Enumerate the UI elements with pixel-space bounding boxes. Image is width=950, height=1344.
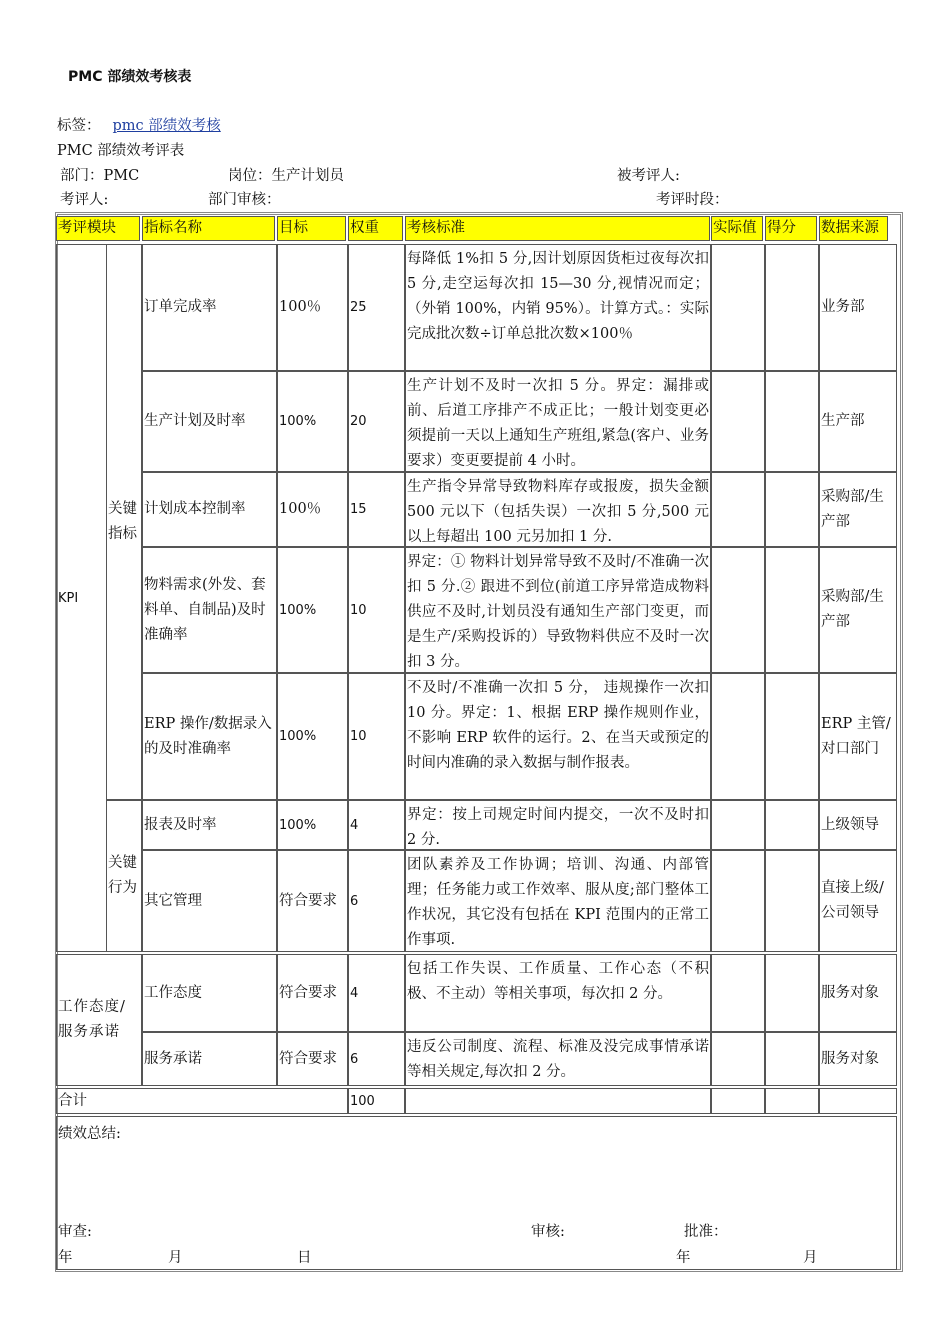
row-7-actual[interactable]	[711, 954, 765, 1032]
row-7-name: 工作态度	[142, 954, 277, 1032]
row-5-source: 上级领导	[819, 800, 897, 850]
row-7-standard: 包括工作失误、工作质量、工作心态（不积极、不主动）等相关事项，每次扣 2 分。	[405, 954, 711, 1032]
row-8-score[interactable]	[765, 1032, 819, 1086]
row-5-weight: 4	[348, 800, 405, 850]
row-8-weight: 6	[348, 1032, 405, 1086]
group-key-behaviors: 关键行为	[106, 800, 142, 952]
row-3-standard: 界定：① 物料计划异常导致不及时/不准确一次扣 5 分.② 跟进不到位(前道工序异常造成物料供应不及时,计划员没有通知生产部门变更，而是生产/采购投诉的）导致物料供应不及时一次扣 3 分。	[405, 547, 711, 673]
row-5-standard: 界定：按上司规定时间内提交，一次不及时扣 2 分.	[405, 800, 711, 850]
day-label: 日	[297, 1250, 312, 1266]
tag-link[interactable]: pmc 部绩效考核	[112, 118, 221, 134]
row-3-target: 100%	[277, 547, 348, 673]
row-3-score[interactable]	[765, 547, 819, 673]
evaluation-period-field: 考评时段：	[656, 192, 729, 208]
row-2-weight: 15	[348, 472, 405, 547]
tag-line	[57, 114, 221, 135]
evaluator-field: 考评人:	[60, 192, 109, 208]
year-label: 年	[58, 1250, 73, 1266]
total-score[interactable]	[765, 1088, 819, 1114]
header-module: 考评模块	[56, 216, 140, 241]
review-label: 审查:	[58, 1224, 92, 1240]
row-2-standard: 生产指令异常导致物料库存或报废，损失金额 500 元以下（包括失误）一次扣 5 分,500 元以上每超出 100 元另加扣 1 分.	[405, 472, 711, 547]
row-1-source: 生产部	[819, 371, 897, 472]
row-6-source: 直接上级/公司领导	[819, 850, 897, 952]
row-1-target: 100%	[277, 371, 348, 472]
row-4-target: 100%	[277, 673, 348, 800]
row-3-weight: 10	[348, 547, 405, 673]
row-0-name: 订单完成率	[142, 244, 277, 371]
row-0-target: 100％	[277, 244, 348, 371]
year-label-2: 年	[676, 1250, 691, 1266]
row-6-standard: 团队素养及工作协调；培训、沟通、内部管理；任务能力或工作效率、服从度;部门整体工作状况，其它没有包括在 KPI 范围内的正常工作事项.	[405, 850, 711, 952]
department-review-field: 部门审核：	[208, 192, 281, 208]
form-subtitle: PMC 部绩效考评表	[57, 143, 185, 159]
row-2-source: 采购部/生产部	[819, 472, 897, 547]
row-6-actual[interactable]	[711, 850, 765, 952]
header-weight: 权重	[348, 216, 403, 241]
total-label: 合计	[56, 1088, 348, 1114]
row-3-actual[interactable]	[711, 547, 765, 673]
row-8-name: 服务承诺	[142, 1032, 277, 1086]
row-1-name: 生产计划及时率	[142, 371, 277, 472]
row-0-score[interactable]	[765, 244, 819, 371]
row-3-source: 采购部/生产部	[819, 547, 897, 673]
department-field: 部门：PMC	[60, 168, 140, 184]
row-2-score[interactable]	[765, 472, 819, 547]
row-5-target: 100%	[277, 800, 348, 850]
header-data-source: 数据来源	[819, 216, 888, 241]
row-4-name: ERP 操作/数据录入的及时准确率	[142, 673, 277, 800]
approve-label: 批准：	[684, 1224, 728, 1240]
total-actual[interactable]	[711, 1088, 765, 1114]
month-label: 月	[168, 1250, 183, 1266]
module-attitude-commitment: 工作态度/服务承诺	[56, 954, 142, 1086]
row-0-weight: 25	[348, 244, 405, 371]
row-6-weight: 6	[348, 850, 405, 952]
row-6-target: 符合要求	[277, 850, 348, 952]
position-field: 岗位：生产计划员	[228, 168, 344, 184]
row-2-name: 计划成本控制率	[142, 472, 277, 547]
evaluatee-field: 被考评人:	[617, 168, 680, 184]
row-6-name: 其它管理	[142, 850, 277, 952]
row-0-standard: 每降低 1%扣 5 分,因计划原因货柜过夜每次扣 5 分,走空运每次扣 15—30 分,视情况而定；（外销 100%，内销 95%）。计算方式。：实际完成批次数÷订单总批次数×100％	[405, 244, 711, 371]
row-2-actual[interactable]	[711, 472, 765, 547]
tag-label: 标签：	[57, 118, 101, 134]
header-target: 目标	[277, 216, 346, 241]
header-standard: 考核标准	[405, 216, 710, 241]
row-1-standard: 生产计划不及时一次扣 5 分。界定：漏排或前、后道工序排产不成正比；一般计划变更必须提前一天以上通知生产班组,紧急(客户、业务要求）变更要提前 4 小时。	[405, 371, 711, 472]
total-source	[819, 1088, 897, 1114]
header-indicator-name: 指标名称	[142, 216, 275, 241]
audit-label: 审核:	[531, 1224, 565, 1240]
row-4-score[interactable]	[765, 673, 819, 800]
summary-label: 绩效总结:	[58, 1126, 121, 1142]
group-key-indicators: 关键指标	[106, 244, 142, 800]
total-weight: 100	[348, 1088, 405, 1114]
row-4-source: ERP 主管/对口部门	[819, 673, 897, 800]
header-score: 得分	[765, 216, 817, 241]
row-4-standard: 不及时/不准确一次扣 5 分， 违规操作一次扣 10 分。界定：1、根据 ERP 操作规则作业，不影响 ERP 软件的运行。2、在当天或预定的时间内准确的录入数据与制作报表。	[405, 673, 711, 800]
row-1-score[interactable]	[765, 371, 819, 472]
row-3-name: 物料需求(外发、套料单、自制品)及时准确率	[142, 547, 277, 673]
row-4-weight: 10	[348, 673, 405, 800]
row-6-score[interactable]	[765, 850, 819, 952]
row-8-standard: 违反公司制度、流程、标准及没完成事情承诺等相关规定,每次扣 2 分。	[405, 1032, 711, 1086]
row-5-name: 报表及时率	[142, 800, 277, 850]
row-8-source: 服务对象	[819, 1032, 897, 1086]
row-1-actual[interactable]	[711, 371, 765, 472]
row-2-target: 100％	[277, 472, 348, 547]
month-label-2: 月	[803, 1250, 818, 1266]
total-standard	[405, 1088, 711, 1114]
row-1-weight: 20	[348, 371, 405, 472]
row-5-actual[interactable]	[711, 800, 765, 850]
row-7-target: 符合要求	[277, 954, 348, 1032]
row-4-actual[interactable]	[711, 673, 765, 800]
module-kpi: KPI	[56, 244, 107, 952]
row-8-actual[interactable]	[711, 1032, 765, 1086]
row-7-weight: 4	[348, 954, 405, 1032]
row-8-target: 符合要求	[277, 1032, 348, 1086]
row-0-source: 业务部	[819, 244, 897, 371]
row-7-score[interactable]	[765, 954, 819, 1032]
row-7-source: 服务对象	[819, 954, 897, 1032]
document-title: PMC 部绩效考核表	[68, 69, 192, 85]
header-actual-value: 实际值	[711, 216, 763, 241]
row-5-score[interactable]	[765, 800, 819, 850]
row-0-actual[interactable]	[711, 244, 765, 371]
